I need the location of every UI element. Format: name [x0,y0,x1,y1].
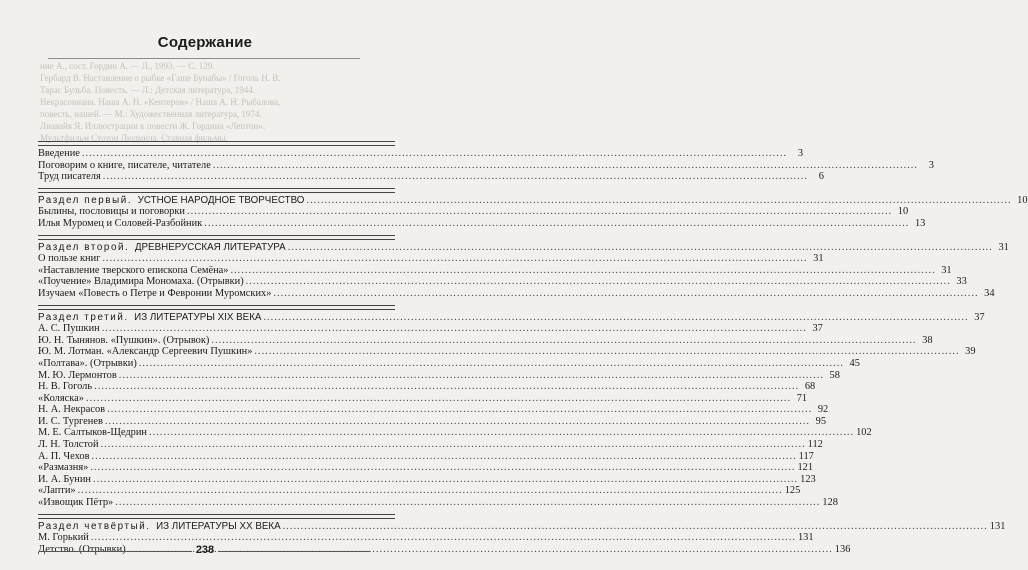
entry-title: «Размазня» [38,462,89,474]
dot-leader [273,288,978,300]
section-heading[interactable] [38,194,1028,207]
entry-page: 3 [928,159,934,171]
entry-title: И. С. Тургенев [38,415,103,427]
ghost-line: Тарас Бульба. Повесть. — Л.: Детская литература, 1944. [40,85,255,95]
entry-page: 37 [812,323,823,335]
toc-entry[interactable] [38,253,824,265]
toc-section-1 [38,188,1028,230]
toc-entry[interactable] [38,404,829,416]
entry-page: 31 [813,253,824,265]
dot-leader [101,439,806,451]
ghost-line: Лиавайя Я. Иллюстрации к повести Ж. Гордина «Лептон». [40,121,266,131]
entry-page: 136 [834,543,851,555]
dot-leader [213,160,918,172]
toc-entry[interactable] [38,415,827,428]
toc-entry[interactable] [38,334,933,347]
toc-entry[interactable] [38,450,814,463]
section-rule [38,514,395,519]
section-rule [38,305,395,310]
entry-page: 31 [941,264,952,276]
toc-entry[interactable] [38,159,934,172]
entry-title: Былины, пословицы и поговорки [38,206,185,218]
toc-entry[interactable] [38,287,995,300]
toc-entry[interactable] [38,346,976,358]
section-title: УСТНОЕ НАРОДНОЕ ТВОРЧЕСТВО [137,194,305,206]
dot-leader [283,521,988,533]
dot-leader [187,206,892,218]
toc-entry[interactable] [38,532,814,544]
entry-page: 92 [817,404,829,416]
page-title: Содержание [157,34,253,51]
entry-title: А. П. Чехов [38,450,90,462]
entry-page: 95 [815,415,827,427]
entry-title: Илья Муромец и Соловей-Разбойник [38,217,203,229]
section-title: ИЗ ЛИТЕРАТУРЫ XIX ВЕКА [134,311,262,323]
entry-title: О пользе книг [38,253,101,265]
entry-title: Ю. М. Лотман. «Александр Сергеевич Пушкин» [38,346,253,358]
entry-title: Детство. (Отрывки) [38,543,126,555]
dot-leader [139,358,844,370]
entry-page: 131 [797,532,814,544]
entry-title: «Извощик Пётр» [38,497,114,509]
section-rule [38,141,395,146]
toc-entry[interactable] [38,171,824,183]
section-rule [38,188,395,193]
entry-page: 34 [984,287,995,299]
toc-entry[interactable] [38,206,909,218]
entry-page: 10 [897,206,909,218]
entry-page: 3 [797,148,804,159]
section-heading[interactable] [38,520,1006,533]
entry-page: 112 [807,439,823,451]
dot-leader [91,532,796,544]
entry-page: 117 [798,450,814,462]
entry-title: А. С. Пушкин [38,323,100,335]
entry-title: «Лапти» [38,485,76,497]
dot-leader [211,335,916,347]
entry-title: Изучаем «Повесть о Петре и Февронии Муромских» [38,287,272,299]
entry-title: Поговорим о книге, писателе, читателе [38,159,211,171]
bleed-through-text [40,60,410,143]
toc-section-2 [38,235,1009,300]
toc-entry[interactable] [38,427,872,439]
toc-entry[interactable] [38,276,967,288]
dot-leader [82,148,787,160]
entry-title: Ю. Н. Тынянов. «Пушкин». (Отрывок) [38,334,210,346]
toc-entry[interactable] [38,323,823,335]
dot-leader [105,416,810,428]
entry-page: 10 [1017,194,1028,206]
entry-page: 6 [818,171,824,183]
dot-leader [204,218,909,230]
dot-leader [263,312,968,324]
ghost-line: Некрасовиана. Наша А. Н. «Кентеров» / Наша А. Н. Рыбалова, [40,97,281,107]
entry-page: 121 [797,462,814,474]
section-title: ДРЕВНЕРУССКАЯ ЛИТЕРАТУРА [134,241,286,253]
entry-title: «Поучение» Владимира Мономаха. (Отрывки) [38,276,244,288]
title-rule [48,58,360,59]
entry-title: М. Ю. Лермонтов [38,369,117,381]
entry-title: И. А. Бунин [38,473,91,485]
toc-entry[interactable] [38,439,823,451]
entry-page: 38 [922,334,933,346]
toc-entry[interactable] [38,381,816,393]
dot-leader [78,485,783,497]
section-prefix: Раздел второй. [38,241,130,253]
section-prefix: Раздел первый. [38,194,133,206]
entry-page: 31 [998,241,1009,253]
entry-page: 71 [796,392,808,404]
footer-rule-right [218,551,370,552]
toc-entry[interactable] [38,392,808,405]
ghost-line: повесть, нашей. — М.: Художественная литература, 1974. [40,109,262,119]
entry-page: 58 [829,369,840,381]
entry-title: М. Е. Салтыков-Щедрин [38,427,147,439]
dot-leader [128,544,833,556]
toc-section-3 [38,305,985,509]
dot-leader [288,242,993,254]
toc-entry[interactable] [38,473,816,486]
section-title: ИЗ ЛИТЕРАТУРЫ XX ВЕКА [156,520,281,532]
toc-entry[interactable] [38,357,860,370]
entry-page: 102 [856,427,872,439]
entry-page: 13 [914,217,926,229]
entry-page: 123 [800,473,816,485]
ghost-line: ние А., сост. Гордин А. — Л., 1993. — С. 129. [40,61,215,71]
toc-entry[interactable] [38,485,801,497]
section-prefix: Раздел третий. [38,311,129,323]
entry-title: Введение [38,148,80,159]
dot-leader [86,393,791,405]
dot-leader [94,381,799,393]
entry-page: 68 [804,381,816,393]
entry-page: 37 [974,311,985,323]
entry-title: Н. А. Некрасов [38,404,106,416]
section-heading[interactable] [38,311,985,324]
dot-leader [246,276,951,288]
entry-title: «Полтава». (Отрывки) [38,357,137,369]
entry-page: 131 [989,520,1006,532]
entry-title: Труд писателя [38,171,101,183]
dot-leader [93,474,798,486]
table-of-contents [38,141,1028,555]
dot-leader [103,171,808,183]
dot-leader [102,323,807,335]
toc-entry[interactable] [38,369,840,382]
entry-title: «Наставление тверского епископа Семёна» [38,264,229,276]
dot-leader [306,195,1011,207]
dot-leader [230,265,935,277]
dot-leader [90,462,795,474]
dot-leader [254,346,959,358]
dot-leader [149,427,854,439]
entry-title: «Коляска» [38,392,84,404]
entry-page: 39 [965,346,976,358]
ghost-line: Гербард В. Наставление о рыбке «Гаше Бунабы» / Гоголь Н. В. [40,73,281,83]
section-prefix: Раздел четвёртый. [38,520,151,532]
ghost-line: Мультфильм Стотон Людмила. Ставная фильмы. [40,133,228,143]
toc-entry[interactable] [38,148,804,160]
toc-entry[interactable] [38,264,952,277]
dot-leader [107,404,812,416]
page-number: 238 [195,544,215,556]
dot-leader [92,451,797,463]
toc-entry[interactable] [38,497,838,509]
section-heading[interactable] [38,241,1009,254]
dot-leader [102,253,807,265]
toc-entry[interactable] [38,217,926,230]
entry-page: 45 [849,357,860,369]
footer-rule-left [40,551,192,552]
entry-title: Л. Н. Толстой [38,439,99,451]
section-rule [38,235,395,240]
toc-entry[interactable] [38,462,814,474]
entry-page: 125 [784,485,801,497]
toc-section-intro [38,141,934,183]
entry-page: 33 [956,276,967,288]
entry-page: 128 [822,497,838,509]
dot-leader [119,370,824,382]
entry-title: Н. В. Гоголь [38,381,93,393]
dot-leader [115,497,820,509]
entry-title: М. Горький [38,532,89,544]
